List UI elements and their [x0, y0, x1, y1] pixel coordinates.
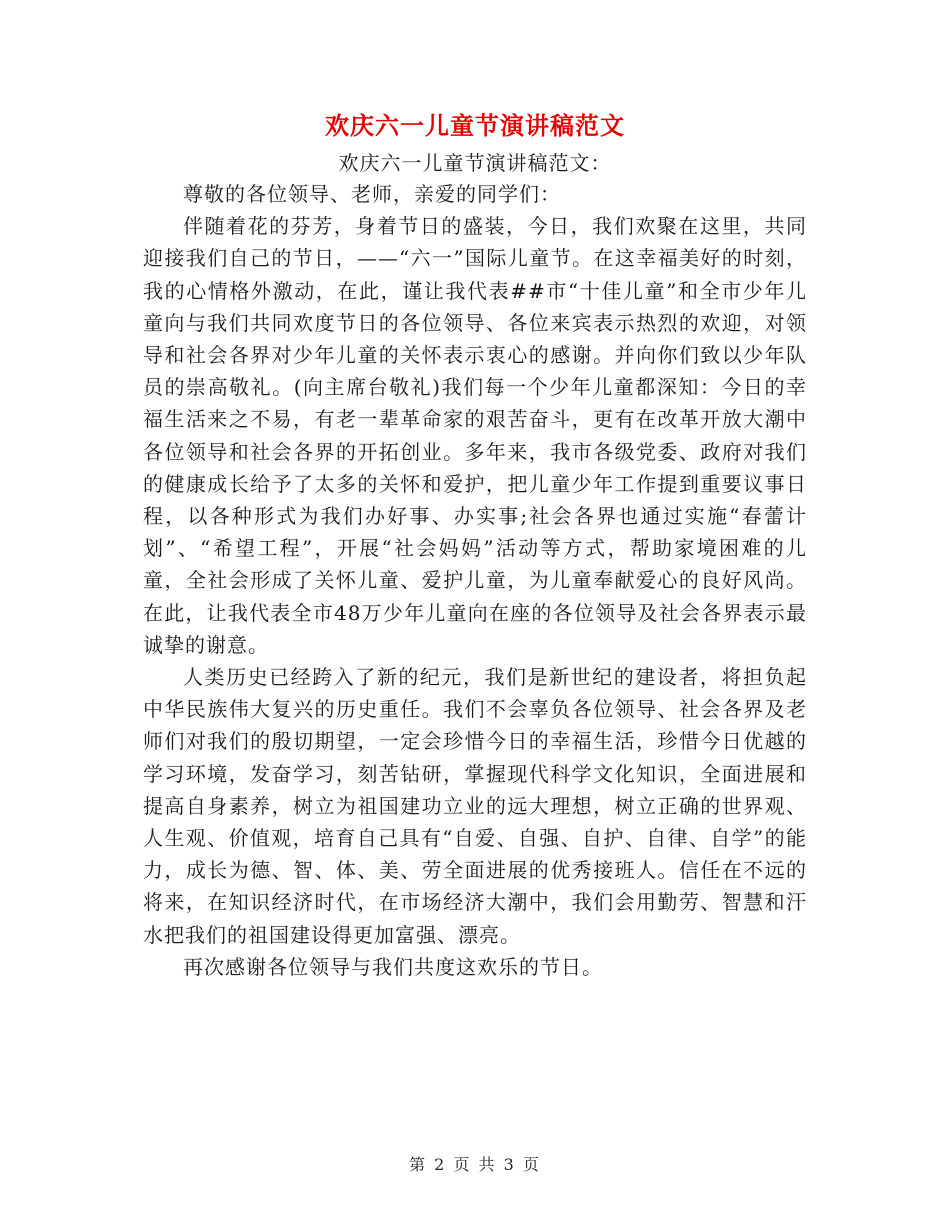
body-paragraph-1: 伴随着花的芬芳，身着节日的盛装，今日，我们欢聚在这里，共同迎接我们自己的节日，——“六一”国际儿童节。在这幸福美好的时刻，我的心情格外激动，在此，谨让我代表##市“十佳儿童”和全市少年儿童向与我们共同欢度节日的各位领导、各位来宾表示热烈的欢迎，对领导和社会各界对少年儿童的关怀表示衷心的感谢。并向你们致以少年队员的崇高敬礼。(向主席台敬礼)我们每一个少年儿童都深知：今日的幸福生活来之不易，有老一辈革命家的艰苦奋斗，更有在改革开放大潮中各位领导和社会各界的开拓创业。多年来，我市各级党委、政府对我们的健康成长给予了太多的关怀和爱护，把儿童少年工作提到重要议事日程，以各种形式为我们办好事、办实事;社会各界也通过实施“春蕾计划”、“希望工程”，开展“社会妈妈”活动等方式，帮助家境困难的儿童，全社会形成了关怀儿童、爱护儿童，为儿童奉献爱心的良好风尚。在此，让我代表全市48万少年儿童向在座的各位领导及社会各界表示最诚挚的谢意。: [143, 214, 807, 657]
salutation-paragraph: 尊敬的各位领导、老师，亲爱的同学们：: [183, 182, 561, 206]
document-subtitle: 欢庆六一儿童节演讲稿范文：: [338, 151, 612, 175]
document-title: 欢庆六一儿童节演讲稿范文: [325, 111, 625, 140]
closing-paragraph: 再次感谢各位领导与我们共度这欢乐的节日。: [183, 954, 603, 979]
body-paragraph-2: 人类历史已经跨入了新的纪元，我们是新世纪的建设者，将担负起中华民族伟大复兴的历史重任。我们不会辜负各位领导、社会各界及老师们对我们的殷切期望，一定会珍惜今日的幸福生活，珍惜今日优越的学习环境，发奋学习，刻苦钻研，掌握现代科学文化知识，全面进展和提高自身素养，树立为祖国建功立业的远大理想，树立正确的世界观、人生观、价值观，培育自己具有“自爱、自强、自护、自律、自学”的能力，成长为德、智、体、美、劳全面进展的优秀接班人。信任在不远的将来，在知识经济时代，在市场经济大潮中，我们会用勤劳、智慧和汗水把我们的祖国建设得更加富强、漂亮。: [143, 665, 807, 947]
page-number-footer: 第 2 页 共 3 页: [409, 1155, 541, 1174]
document-body: [143, 178, 807, 983]
